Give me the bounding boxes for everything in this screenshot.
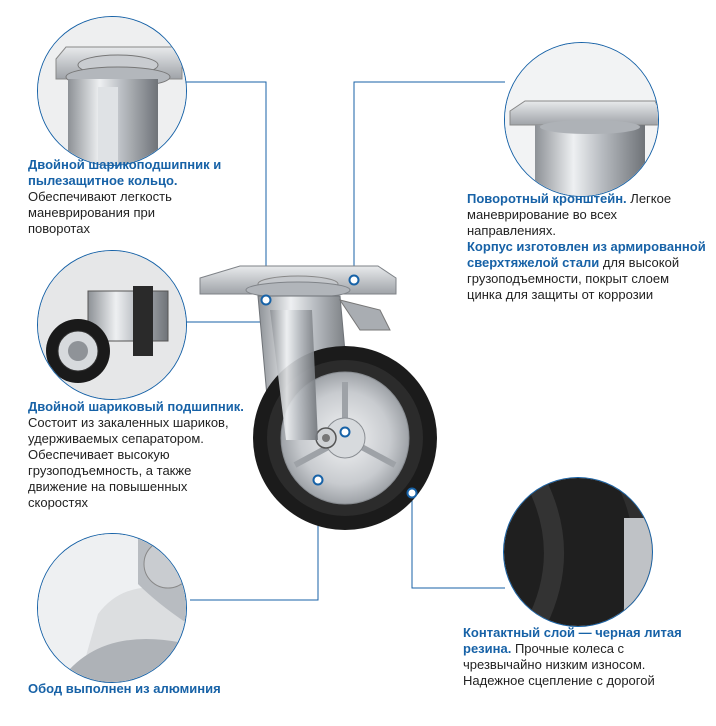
callout-swivel-bracket-line-1 [467, 191, 712, 207]
zoom-circle-rubber-tread [503, 477, 653, 627]
callout-rubber-tread-title-1: Контактный слой — черная литая [463, 625, 682, 640]
callout-swivel-bracket-title2-2: сверхтяжелой стали [467, 255, 600, 270]
callout-wheel-bearing-body-2: удерживаемых сепаратором. [28, 431, 204, 446]
callout-rubber-tread-line-2 [463, 641, 713, 657]
callout-swivel-bracket-body2-2: цинка для защиты от коррозии [467, 287, 654, 302]
callout-wheel-bearing-title: Двойной шариковый подшипник. [28, 399, 244, 414]
callout-rubber-tread-tail: Прочные колеса с [514, 641, 625, 656]
callout-top-bearing-body-3: поворотах [28, 221, 90, 236]
aluminum-rim-detail [38, 534, 187, 683]
callout-wheel-bearing-body-3: Обеспечивает высокую [28, 447, 170, 462]
callout-wheel-bearing-body-4: грузоподъемность, а также [28, 463, 192, 478]
callout-swivel-bracket-body2-1: грузоподъемности, покрыт слоем [467, 271, 670, 286]
callout-top-bearing-body-1: Обеспечивают легкость [28, 189, 172, 204]
callout-wheel-bearing-body-5: движение на повышенных [28, 479, 188, 494]
callout-aluminum-rim [28, 681, 268, 697]
callout-rubber-tread-body-2: Надежное сцепление с дорогой [463, 673, 655, 688]
zoom-circle-wheel-bearing [37, 250, 187, 400]
callout-top-bearing-body-2: маневрирования при [28, 205, 156, 220]
callout-rubber-tread [463, 625, 713, 689]
callout-wheel-bearing-body-1: Состоит из закаленных шариков, [28, 415, 229, 430]
rubber-tread-detail [504, 478, 653, 627]
callout-swivel-bracket-tail2: для высокой [602, 255, 680, 270]
callout-rubber-tread-body-1: чрезвычайно низким износом. [463, 657, 646, 672]
swivel-bracket-detail [505, 43, 659, 197]
callout-aluminum-rim-title: Обод выполнен из алюминия [28, 681, 221, 696]
callout-swivel-bracket-body-2: направлениях. [467, 223, 556, 238]
callout-swivel-bracket-body-1: маневрирование во всех [467, 207, 618, 222]
wheel-bearing-detail [38, 251, 187, 400]
zoom-circle-swivel-bracket [504, 42, 659, 197]
zoom-circle-top-bearing [37, 16, 187, 166]
top-bearing-detail [38, 17, 187, 166]
zoom-circle-aluminum-rim [37, 533, 187, 683]
callout-swivel-bracket-title2-1: Корпус изготовлен из армированной [467, 239, 706, 254]
callout-top-bearing [28, 157, 258, 237]
callout-wheel-bearing-body-6: скоростях [28, 495, 89, 510]
callout-swivel-bracket-tail: Легкое [630, 191, 672, 206]
callout-wheel-bearing [28, 399, 268, 511]
callout-rubber-tread-title-2: резина. [463, 641, 512, 656]
callout-swivel-bracket [467, 191, 712, 303]
callout-swivel-bracket-title: Поворотный кронштейн. [467, 191, 627, 206]
callout-swivel-bracket-line-5 [467, 255, 712, 271]
callout-top-bearing-title-1: Двойной шарикоподшипник и [28, 157, 222, 172]
callout-top-bearing-title-2: пылезащитное кольцо. [28, 173, 178, 188]
